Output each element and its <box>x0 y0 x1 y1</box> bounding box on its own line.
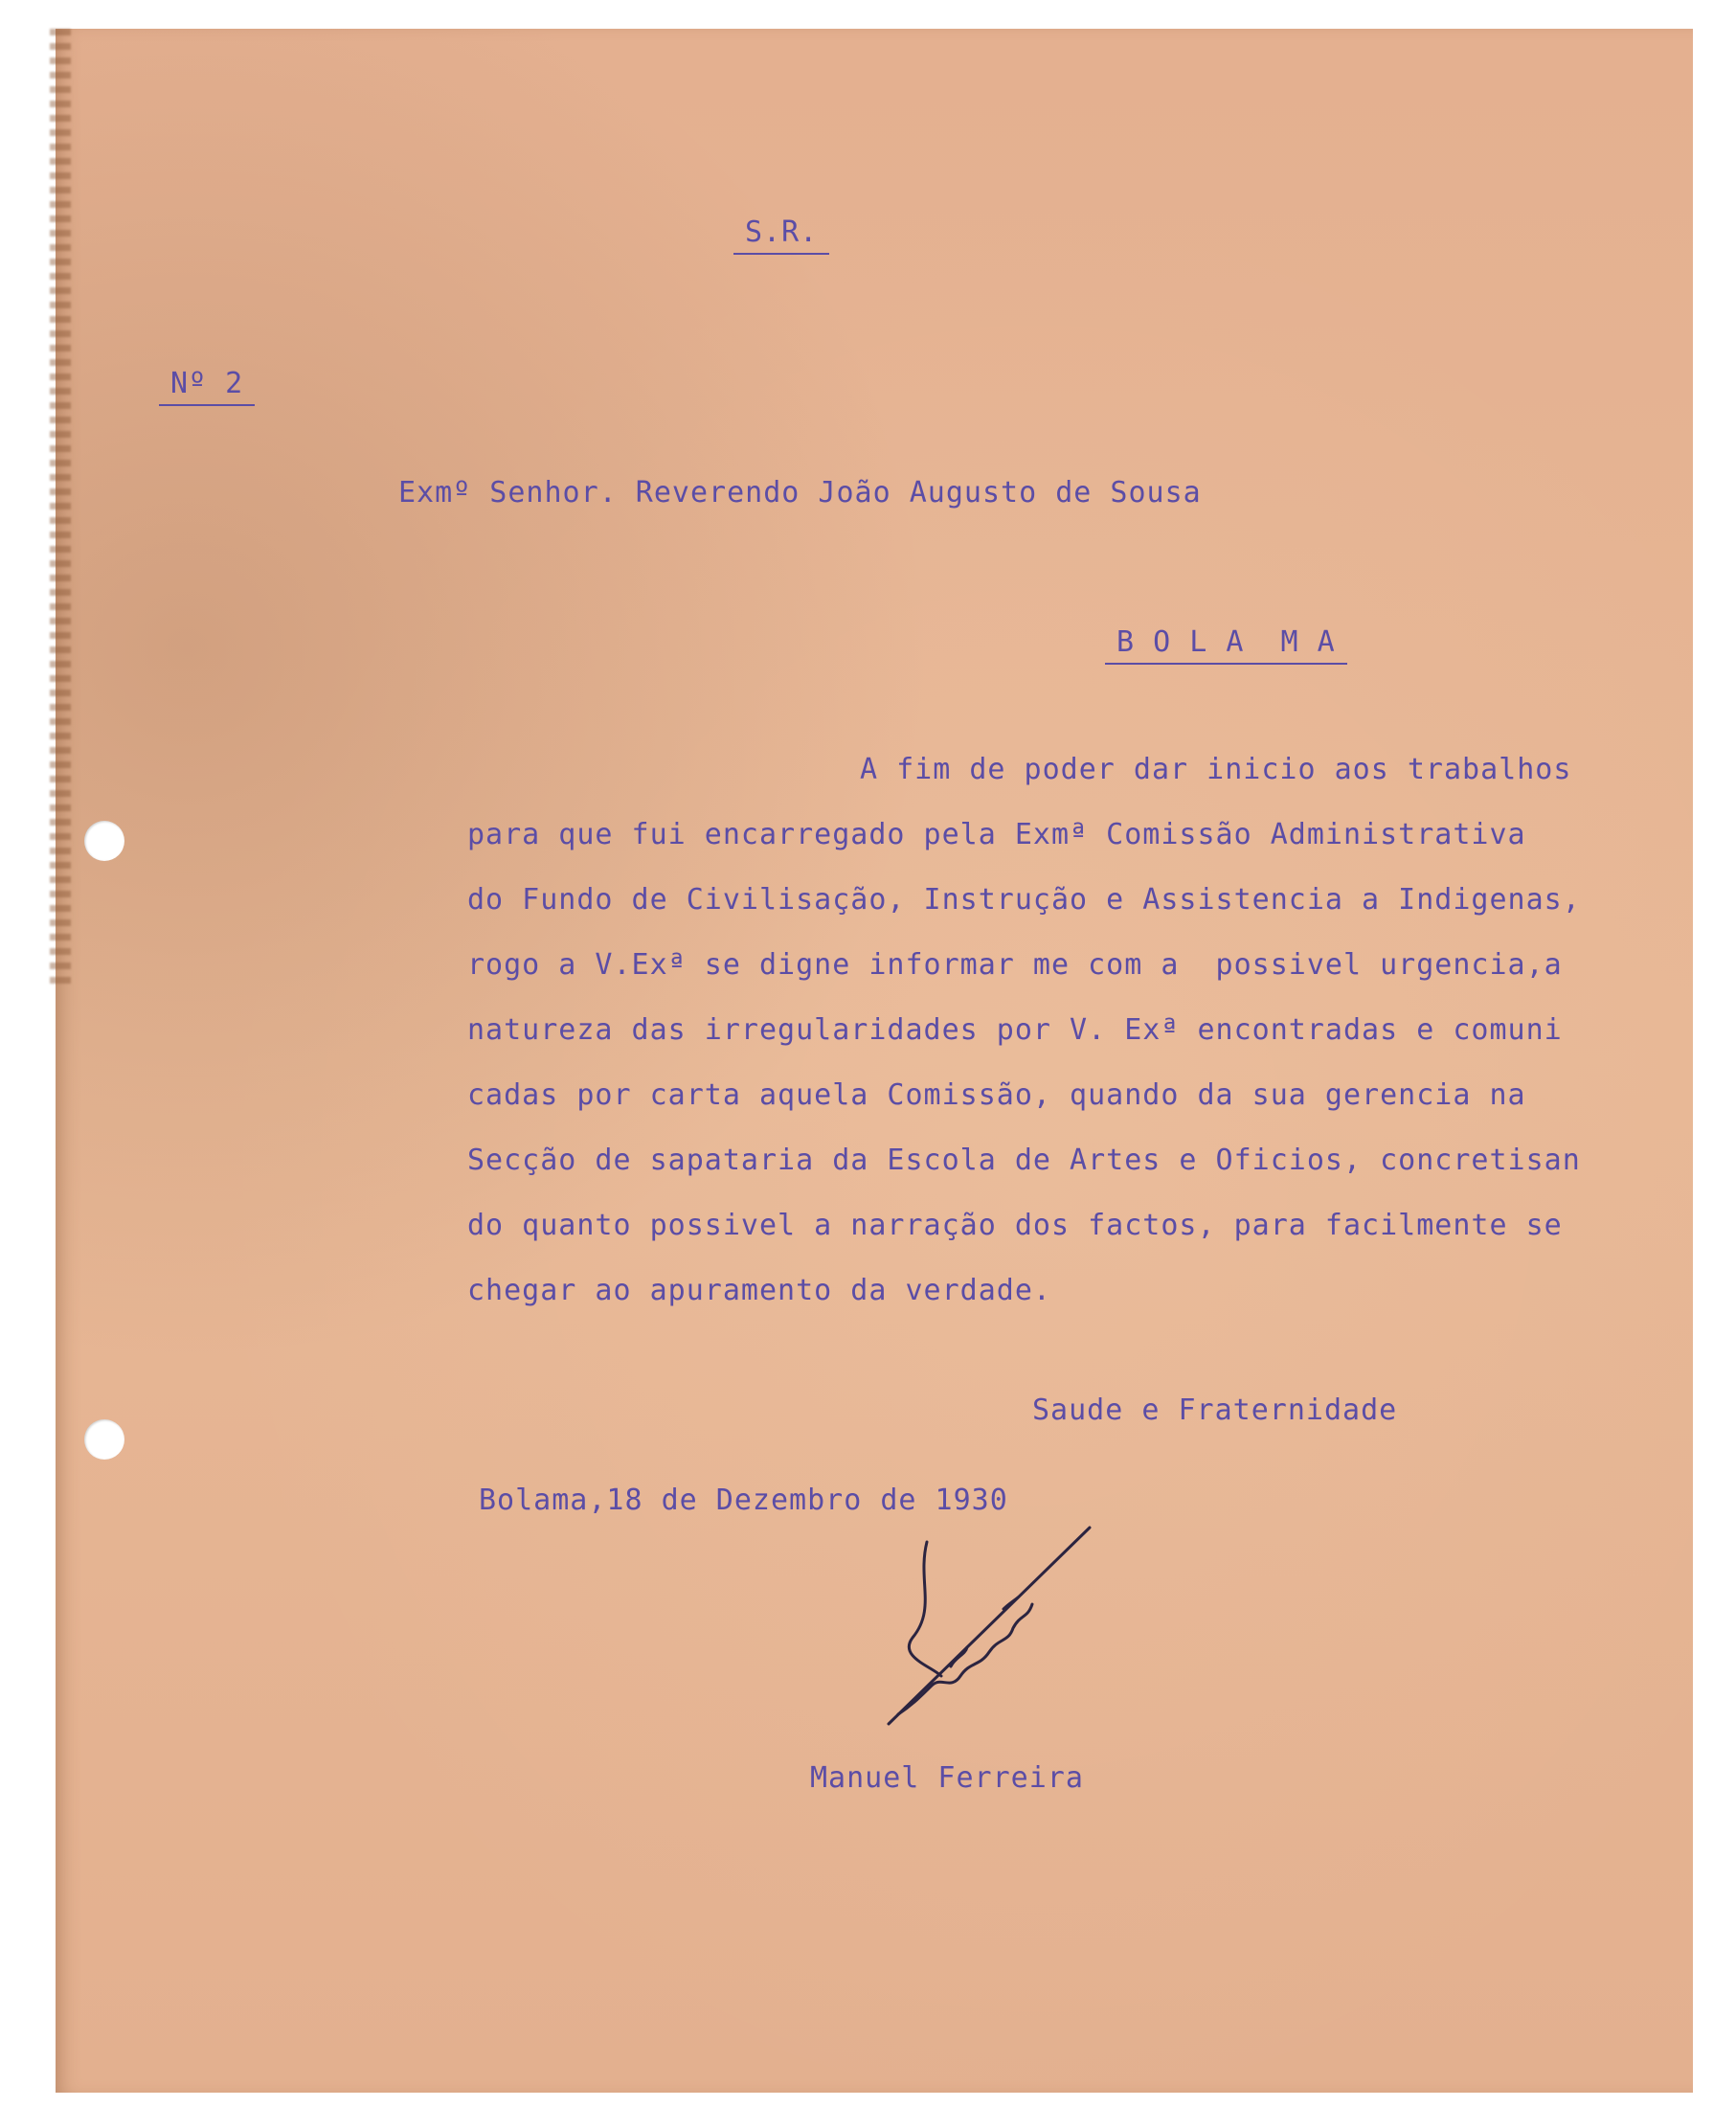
punch-hole-top <box>84 821 124 861</box>
body-line: cadas por carta aquela Comissão, quando da sua gerencia na <box>467 1078 1526 1112</box>
date-line: Bolama,18 de Dezembro de 1930 <box>479 1484 1008 1517</box>
body-line: para que fui encarregado pela Exmª Comissão Administrativa <box>467 818 1526 851</box>
signatory-name: Manuel Ferreira <box>810 1761 1084 1795</box>
body-line: do Fundo de Civilisação, Instrução e Assistencia a Indigenas, <box>467 883 1581 917</box>
addressee-line: Exmº Senhor. Reverendo João Augusto de Sousa <box>398 476 1202 510</box>
body-line: Secção de sapataria da Escola de Artes e Oficios, concretisan <box>467 1144 1581 1177</box>
letter-page <box>56 29 1693 2093</box>
place-bolama: B O L A M A <box>1105 628 1347 665</box>
document-number: Nº 2 <box>159 370 255 406</box>
body-line: A fim de poder dar inicio aos trabalhos <box>860 753 1572 786</box>
torn-left-edge <box>50 29 71 986</box>
body-line: rogo a V.Exª se digne informar me com a possivel urgencia,a <box>467 948 1563 982</box>
body-line: chegar ao apuramento da verdade. <box>467 1274 1051 1307</box>
header-sr: S.R. <box>733 218 829 255</box>
body-line: do quanto possivel a narração dos factos, para facilmente se <box>467 1209 1563 1242</box>
handwritten-signature <box>860 1523 1109 1753</box>
closing-salutation: Saude e Fraternidade <box>1032 1393 1398 1427</box>
body-line: natureza das irregularidades por V. Exª encontradas e comuni <box>467 1013 1563 1047</box>
punch-hole-bottom <box>84 1419 124 1460</box>
letter-body <box>467 753 1731 1366</box>
